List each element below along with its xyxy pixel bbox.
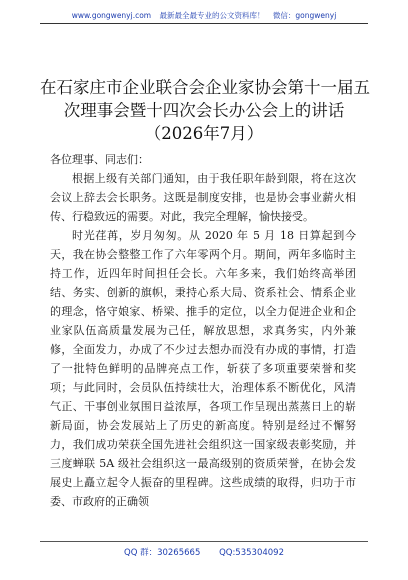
title-line-1: 在石家庄市企业联合会企业家协会第十一届五 — [40, 78, 370, 97]
document-title — [40, 76, 368, 145]
document-body — [50, 150, 356, 511]
header-wechat: 微信：gongwenyj — [272, 11, 337, 20]
footer-divider — [40, 541, 368, 542]
body-paragraph-1: 根据上级有关部门通知，由于我任职年龄到限，将在这次会议上辞去会长职务。这既是制度安排，也是协会事业薪火相传、行稳致远的需要。对此，我完全理解，愉快接受。 — [50, 172, 356, 223]
title-date: （2026年7月） — [144, 124, 264, 143]
header-divider — [40, 23, 368, 24]
title-line-2: 次理事会暨十四次会长办公会上的讲话 — [63, 101, 345, 120]
footer-qq-group: QQ 群：30265665 — [124, 548, 201, 558]
page-footer — [0, 546, 408, 558]
header-site-link[interactable]: www.gongwenyj.com — [71, 11, 152, 20]
page-header — [0, 10, 408, 21]
body-paragraph-2: 时光荏苒，岁月匆匆。从 2020 年 5 月 18 日算起到今天，我在协会整整工作了六年零两个月。期间，两年多临时主持工作，近四年时间担任会长。六年多来，我们始终高举团结、务实、创新的旗帜，秉持心系大局、资系社会、情系企业的理念，恪守娘家、桥梁、推手的定位，以全力促进企业和企业家队伍高质量发展为己任，解放思想，求真务实，内外兼修，全面发力，办成了不少过去想办而没有办成的事情，打造了一批特色鲜明的品牌亮点工作，斩获了多项重要荣誉和奖项；与此同时，会员队伍持续壮大，治理体系不断优化，风清气正、干事创业氛围日益浓厚，各项工作呈现出蒸蒸日上的崭新局面，协会发展站上了历史的新高度。特别是经过不懈努力，我们成功荣获全国先进社会组织这一国家级表彰奖励，并三度蝉联 5A 级社会组织这一最高级别的资质荣誉，在协会发展史上矗立起令人振奋的里程碑。这些成绩的取得，归功于市委、市政府的正确领 — [50, 229, 356, 508]
footer-qq: QQ:535304092 — [219, 548, 284, 558]
header-slogan: 最新最全最专业的公文资料库！ — [159, 11, 265, 20]
salutation: 各位理事、同志们： — [50, 153, 149, 166]
